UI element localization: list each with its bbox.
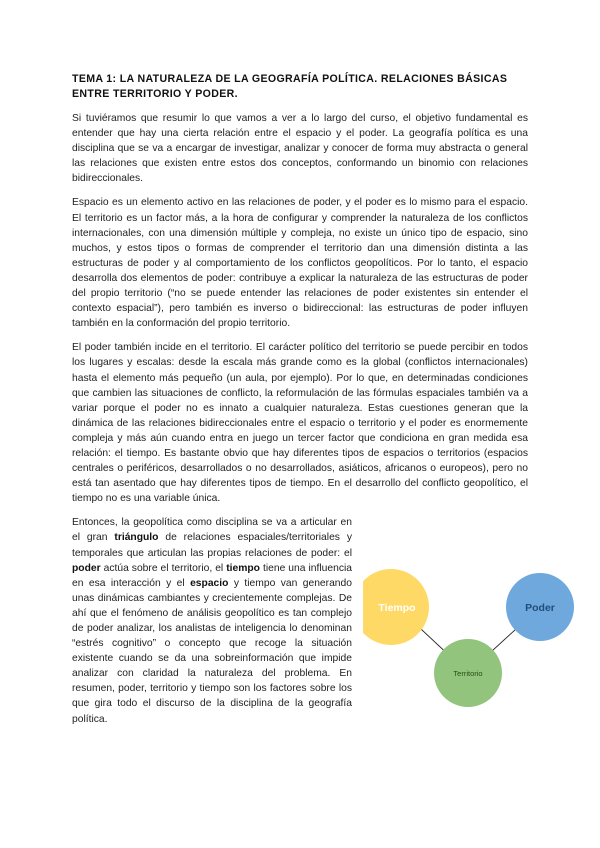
p4-text-2: de relaciones espaciales/territoriales y temporales que articulan las propias relaciones de poder: el [72, 532, 352, 559]
triangle-diagram [363, 563, 575, 733]
p4-bold-triangulo: triángulo [114, 532, 159, 544]
p4-text-3: actúa sobre el territorio, el [100, 562, 227, 574]
p4-bold-poder: poder [72, 562, 101, 574]
p4-text-4: tiene una influencia en esa interacción y el [72, 562, 352, 589]
p4-bold-espacio: espacio [190, 577, 229, 589]
p4-text-5: y tiempo van generando unas dinámicas cambiantes y crecientemente complejas. De ahí que el fenómeno de análisis geopolítico es tan complejo de poder analizar, los analistas de inteligencia lo denominan “estrés cognitivo” o concepto que recoge la situación existente cuando se da una sobreinformación que impide analizar con claridad la naturaleza del problema. En resumen, poder, territorio y tiempo son los factores sobre los que gira todo el discurso de la disciplina de la geografía política. [72, 577, 352, 725]
paragraph-1: Si tuviéramos que resumir lo que vamos a ver a lo largo del curso, el objetivo fundamental es entender que hay una cierta relación entre el espacio y el poder. La geografía política es una disciplina que se va a encargar de investigar, analizar y conocer de forma muy abstracta o general las relaciones que existen entre estos dos conceptos, conformando un binomio con relaciones bidireccionales. [72, 113, 528, 185]
node-tiempo-label: Tiempo [378, 602, 416, 614]
p4-bold-tiempo: tiempo [226, 562, 260, 574]
document-title: TEMA 1: LA NATURALEZA DE LA GEOGRAFÍA POLÍTICA. RELACIONES BÁSICAS ENTRE TERRITORIO Y PODER. [72, 73, 508, 100]
paragraph-3: El poder también incide en el territorio. El carácter político del territorio se puede percibir en todos los lugares y escalas: desde la escala más grande como es la global (conflictos internacionales) hasta el elemento más pequeño (un aula, por ejemplo). Por lo que, en determinadas condiciones que cambien las situaciones de conflicto, la reformulación de las fórmulas espaciales también va a variar porque el poder no es innato a cualquier naturaleza. Estas cuestiones generan que la dinámica de las relaciones bidireccionales entre el espacio o territorio y el poder es enormemente compleja y más aún cuando entra en juego un tercer factor que condiciona en gran medida esa relación: el tiempo. Es bastante obvio que hay diferentes tipos de espacios o territorios (espacios centrales o periféricos, desarrollados o no desarrollados, asiáticos, africanos o europeos), pero no está tan asentado que hay diferentes tipos de tiempo. En el desarrollo del conflicto geopolítico, el tiempo no es una variable única. [72, 342, 528, 505]
node-territorio-label: Territorio [453, 669, 483, 678]
p4-text-1: Entonces, la geopolítica como disciplina se va a articular en el gran [72, 517, 352, 544]
paragraph-4 [72, 515, 352, 726]
paragraph-2: Espacio es un elemento activo en las relaciones de poder, y el poder es lo mismo para el espacio. El territorio es un factor más, a la hora de configurar y comprender la naturaleza de los conflictos internacionales, con una dimensión múltiple y compleja, no existe un único tipo de espacio, sino muchos, y estos tipos o formas de comprender el territorio dan una dimensión distinta a las estructuras de poder y al comportamiento de los conflictos geopolíticos. Por lo tanto, el espacio desarrolla dos elementos de poder: contribuye a explicar la naturaleza de las estructuras de poder del propio territorio (“no se puede entender las relaciones de poder existentes sin entender el contexto espacial”), pero también es inverso o bidireccional: las estructuras de poder influyen también en la conformación del propio territorio. [72, 197, 528, 330]
node-poder-label: Poder [525, 602, 555, 614]
